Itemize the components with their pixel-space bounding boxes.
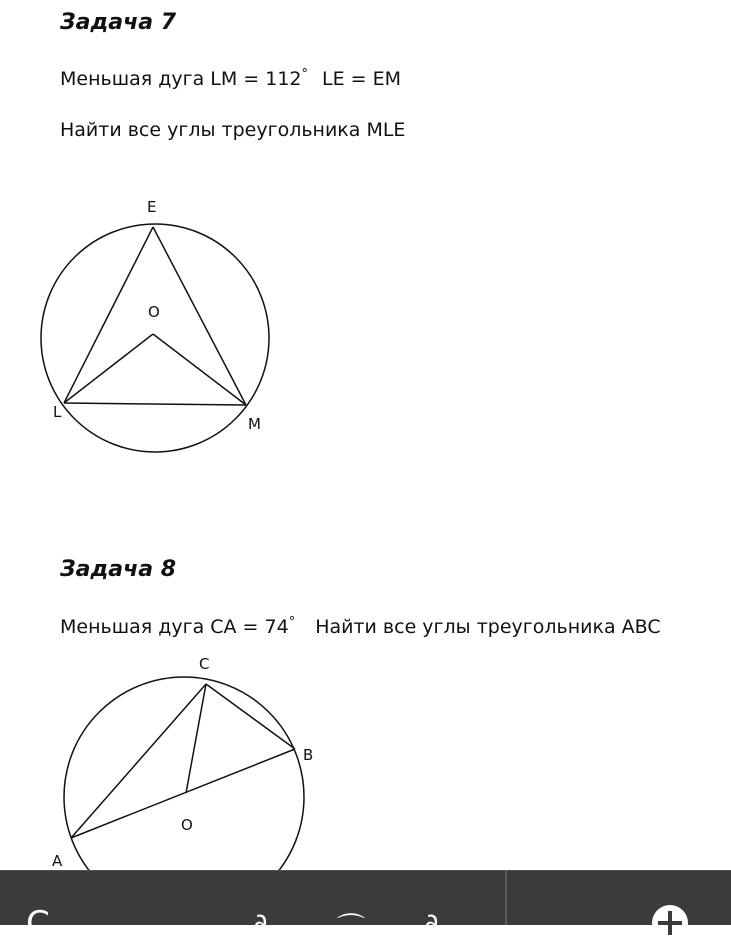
- task7-label-E: E: [147, 198, 157, 216]
- task8-label-B: B: [303, 746, 314, 764]
- task8-question: Найти все углы треугольника ABC: [315, 616, 661, 638]
- task7-label-O: O: [148, 303, 160, 321]
- task7-condition-equal: LE = EM: [322, 68, 401, 90]
- plus-circle-icon[interactable]: [652, 905, 688, 941]
- task8-label-O: O: [181, 816, 193, 834]
- degree-sign: °: [288, 615, 296, 630]
- task8-label-C: C: [199, 655, 210, 673]
- task7-question: Найти все углы треугольника MLE: [60, 119, 406, 141]
- toolbar-divider: [505, 871, 507, 925]
- partial-glyph-icon: ∂: [424, 907, 439, 940]
- partial-glyph-icon: ∂: [253, 907, 268, 940]
- bottom-toolbar: [0, 870, 731, 944]
- task8-title: Задача 8: [60, 557, 177, 582]
- task7-title: Задача 7: [60, 10, 177, 35]
- task8-label-A: A: [52, 852, 63, 870]
- task7-condition-arc: Меньшая дуга LM = 112: [60, 68, 302, 90]
- task7-label-M: M: [248, 415, 261, 433]
- partial-glyph-icon: ⌒: [337, 911, 366, 944]
- task7-label-L: L: [53, 403, 62, 421]
- partial-glyph-icon: C: [26, 904, 50, 944]
- task8-side-AC: [71, 684, 206, 838]
- task8-radius-OC: [186, 684, 206, 793]
- degree-sign: °: [301, 67, 308, 82]
- task8-side-CB: [206, 684, 295, 749]
- task8-condition-arc: Меньшая дуга CA = 74: [60, 616, 289, 638]
